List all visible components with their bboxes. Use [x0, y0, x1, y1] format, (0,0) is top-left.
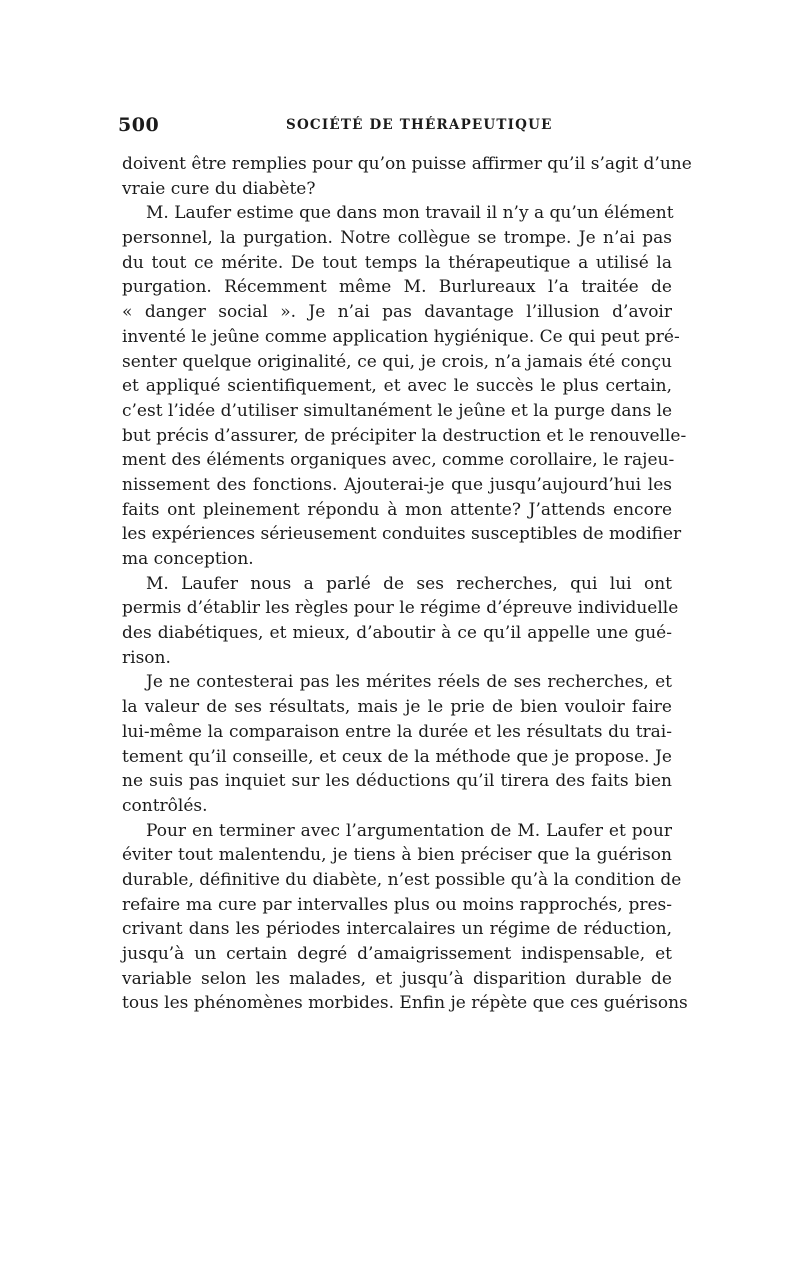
text-line: personnel, la purgation. Notre collègue se trompe. Je n’ai pas: [122, 228, 672, 249]
text-line: tous les phénomènes morbides. Enfin je répète que ces guérisons: [122, 993, 688, 1014]
text-line: refaire ma cure par intervalles plus ou moins rapprochés, pres-: [122, 894, 672, 915]
text-line: faits ont pleinement répondu à mon attente? J’attends encore: [122, 499, 672, 520]
text-line: du tout ce mérite. De tout temps la thérapeutique a utilisé la: [122, 252, 672, 273]
page-number: 500: [118, 114, 160, 136]
text-line: les expériences sérieusement conduites susceptibles de modifier: [122, 524, 682, 545]
text-line: vraie cure du diabète?: [122, 178, 316, 199]
body-text: [122, 152, 692, 1016]
text-line: c’est l’idée d’utiliser simultanément le jeûne et la purge dans le: [122, 400, 673, 421]
text-line: et appliqué scientifiquement, et avec le succès le plus certain,: [122, 376, 672, 397]
text-line: « danger social ». Je n’ai pas davantage l’illusion d’avoir: [122, 302, 672, 323]
running-head-title: SOCIÉTÉ DE THÉRAPEUTIQUE: [286, 117, 553, 133]
text-line: jusqu’à un certain degré d’amaigrissement indispensable, et: [122, 944, 672, 964]
text-line: ment des éléments organiques avec, comme corollaire, le rajeu-: [122, 450, 675, 471]
text-line: durable, définitive du diabète, n’est possible qu’à la condition de: [122, 869, 682, 890]
text-line: senter quelque originalité, ce qui, je crois, n’a jamais été conçu: [122, 351, 672, 372]
text-line: rison.: [122, 647, 171, 668]
text-line: lui-même la comparaison entre la durée et les résultats du trai-: [122, 721, 672, 742]
text-line: des diabétiques, et mieux, d’aboutir à ce qu’il appelle une gué-: [122, 623, 672, 644]
text-line: inventé le jeûne comme application hygiénique. Ce qui peut pré-: [122, 326, 680, 347]
text-line: but précis d’assurer, de précipiter la destruction et le renouvelle-: [122, 425, 687, 446]
text-line: doivent être remplies pour qu’on puisse affirmer qu’il s’agit d’une: [122, 154, 692, 174]
text-line: M. Laufer nous a parlé de ses recherches, qui lui ont: [146, 573, 672, 594]
text-line: crivant dans les périodes intercalaires un régime de réduction,: [122, 919, 672, 940]
text-line: ne suis pas inquiet sur les déductions qu’il tirera des faits bien: [122, 771, 672, 792]
running-head: [114, 114, 674, 138]
text-line: Je ne contesterai pas les mérites réels de ses recherches, et: [146, 672, 672, 693]
text-line: éviter tout malentendu, je tiens à bien préciser que la guérison: [122, 845, 672, 866]
text-line: contrôlés.: [122, 795, 208, 816]
text-line: M. Laufer estime que dans mon travail il n’y a qu’un élément: [146, 203, 674, 224]
text-line: Pour en terminer avec l’argumentation de M. Laufer et pour: [146, 820, 672, 841]
text-line: permis d’établir les règles pour le régime d’épreuve individuelle: [122, 598, 679, 619]
text-line: la valeur de ses résultats, mais je le prie de bien vouloir faire: [122, 697, 672, 718]
text-line: nissement des fonctions. Ajouterai-je que jusqu’aujourd’hui les: [122, 474, 672, 495]
text-line: variable selon les malades, et jusqu’à disparition durable de: [122, 968, 672, 989]
text-line: tement qu’il conseille, et ceux de la méthode que je propose. Je: [122, 746, 672, 767]
text-line: purgation. Récemment même M. Burlureaux l’a traitée de: [122, 277, 672, 298]
text-line: ma conception.: [122, 549, 254, 569]
